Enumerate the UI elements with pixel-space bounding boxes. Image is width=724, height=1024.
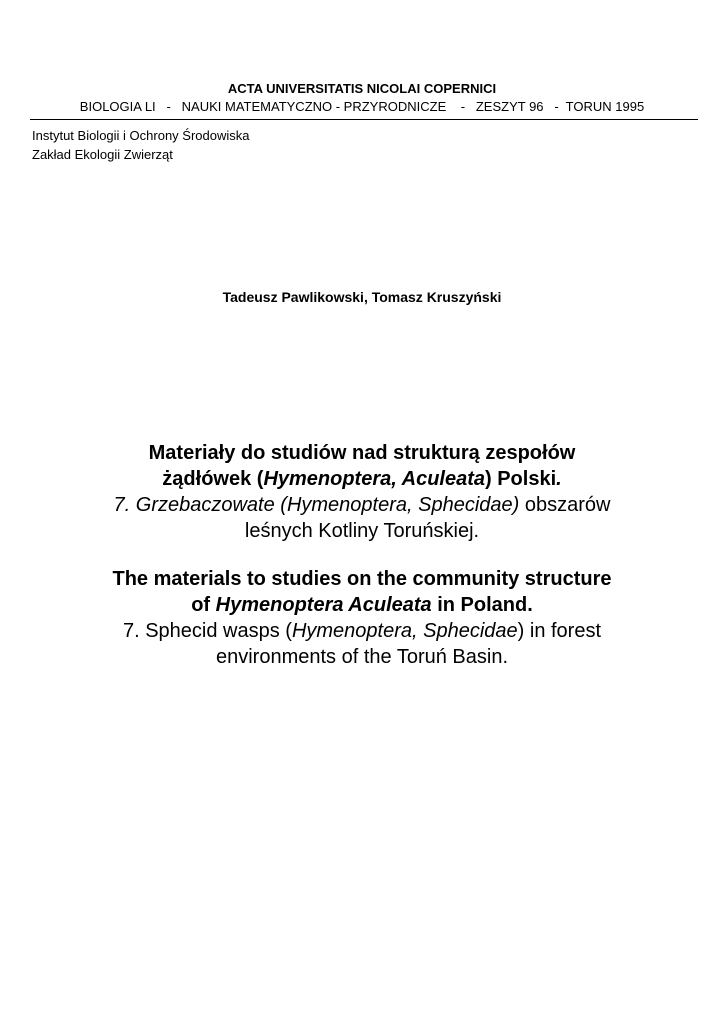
- title-pl-line-2-part-c: ) Polski: [485, 468, 557, 490]
- title-pl-taxon: Hymenoptera, Aculeata: [263, 468, 485, 490]
- title-english: [40, 566, 684, 670]
- title-en-line-2-part-a: of: [191, 594, 216, 616]
- title-en-line-3: [40, 618, 684, 644]
- department-name: Zakład Ekologii Zwierząt: [32, 147, 173, 162]
- authors: Tadeusz Pawlikowski, Tomasz Kruszyński: [222, 289, 502, 305]
- title-pl-line-2-period: .: [556, 468, 562, 490]
- title-en-line-1: The materials to studies on the community structure: [112, 568, 612, 590]
- institute-name: Instytut Biologii i Ochrony Środowiska: [32, 128, 250, 143]
- title-pl-line-3-rest: obszarów: [519, 494, 611, 516]
- title-pl-line-3-italic: 7. Grzebaczowate (Hymenoptera, Sphecidae): [113, 494, 520, 516]
- title-en-line-4: environments of the Toruń Basin.: [215, 646, 509, 668]
- title-pl-line-4: leśnych Kotliny Toruńskiej.: [244, 520, 480, 542]
- title-pl-line-1: Materiały do studiów nad strukturą zespołów: [148, 442, 576, 464]
- title-pl-line-2-part-a: żądłówek (: [162, 468, 264, 490]
- header-divider: [30, 119, 698, 120]
- title-en-taxon: Hymenoptera Aculeata: [215, 594, 432, 616]
- title-en-line-3-part-a: 7. Sphecid wasps (: [122, 620, 292, 642]
- title-pl-line-3: [40, 492, 684, 518]
- journal-title: ACTA UNIVERSITATIS NICOLAI COPERNICI: [227, 81, 497, 96]
- affiliation: [32, 126, 249, 164]
- title-pl-line-2: [40, 466, 684, 492]
- title-en-line-3-taxon: Hymenoptera, Sphecidae: [291, 620, 518, 642]
- title-en-line-3-part-c: ) in forest: [517, 620, 602, 642]
- title-polish: [40, 440, 684, 544]
- journal-series-line: BIOLOGIA LI - NAUKI MATEMATYCZNO - PRZYRODNICZE - ZESZYT 96 - TORUN 1995: [79, 99, 645, 114]
- title-en-line-2: [40, 592, 684, 618]
- title-en-line-2-part-c: in Poland.: [431, 594, 533, 616]
